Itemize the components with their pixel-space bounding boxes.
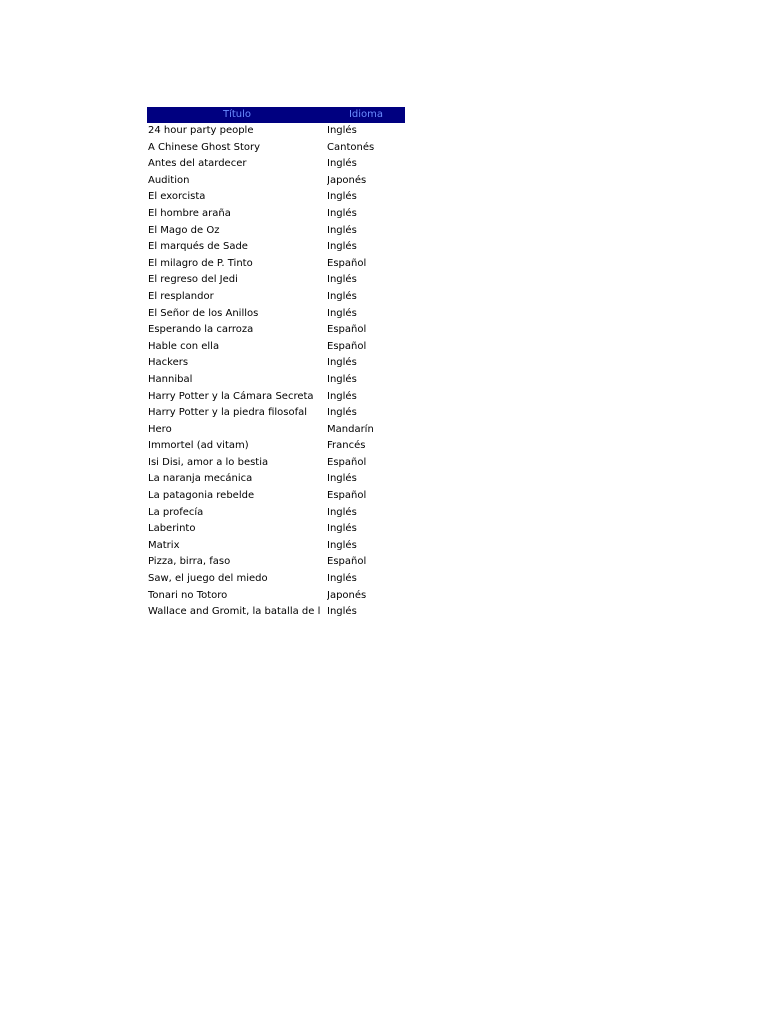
cell-title: Harry Potter y la Cámara Secreta [148, 390, 314, 402]
cell-title: La profecía [148, 506, 204, 518]
cell-language: Inglés [327, 158, 357, 170]
cell-language: Inglés [327, 191, 357, 203]
cell-title: Hannibal [148, 373, 193, 385]
cell-language: Inglés [327, 407, 357, 419]
cell-language: Inglés [327, 523, 357, 535]
table-row [147, 156, 405, 173]
cell-language: Inglés [327, 207, 357, 219]
cell-language: Inglés [327, 573, 357, 585]
table-row [147, 206, 405, 223]
cell-language: Inglés [327, 241, 357, 253]
cell-language: Inglés [327, 506, 357, 518]
cell-language: Cantonés [327, 141, 375, 153]
cell-title: Harry Potter y la piedra filosofal [148, 407, 308, 419]
cell-title: Saw, el juego del miedo [148, 573, 268, 585]
cell-language: Español [327, 257, 367, 269]
cell-language: Inglés [327, 290, 357, 302]
cell-title: Hable con ella [148, 340, 220, 352]
table-row [147, 588, 405, 605]
table-row [147, 554, 405, 571]
cell-title: Wallace and Gromit, la batalla de l [148, 606, 321, 618]
cell-title: A Chinese Ghost Story [148, 141, 261, 153]
cell-title: La naranja mecánica [148, 473, 253, 485]
cell-language: Inglés [327, 473, 357, 485]
table-row [147, 306, 405, 323]
table-row [147, 422, 405, 439]
table-row [147, 123, 405, 140]
cell-language: Inglés [327, 125, 357, 136]
table-row [147, 521, 405, 538]
table-row [147, 538, 405, 555]
column-header-title: Título [222, 109, 252, 120]
table-row [147, 173, 405, 190]
table-row [147, 471, 405, 488]
table-row [147, 339, 405, 356]
cell-title: Matrix [148, 539, 180, 551]
table-row [147, 372, 405, 389]
cell-title: El Señor de los Anillos [148, 307, 259, 319]
cell-language: Inglés [327, 390, 357, 402]
column-header-language: Idioma [348, 109, 384, 120]
cell-title: El regreso del Jedi [148, 274, 238, 286]
cell-title: Pizza, birra, faso [148, 556, 231, 568]
cell-language: Inglés [327, 539, 357, 551]
table-row [147, 355, 405, 372]
cell-title: Tonari no Totoro [148, 589, 228, 601]
table-row [147, 438, 405, 455]
cell-title: Hackers [148, 357, 189, 369]
movie-table [147, 107, 405, 621]
cell-language: Japonés [327, 589, 367, 601]
cell-title: 24 hour party people [148, 125, 254, 136]
table-row [147, 140, 405, 157]
table-row [147, 505, 405, 522]
cell-language: Mandarín [327, 423, 374, 435]
cell-title: El milagro de P. Tinto [148, 257, 253, 269]
cell-title: El marqués de Sade [148, 241, 248, 253]
cell-language: Japonés [327, 174, 367, 186]
cell-language: Español [327, 324, 367, 336]
cell-language: Español [327, 340, 367, 352]
cell-language: Inglés [327, 357, 357, 369]
cell-title: Antes del atardecer [148, 158, 247, 170]
cell-title: La patagonia rebelde [148, 490, 255, 502]
cell-language: Francés [327, 440, 366, 452]
table-row [147, 604, 405, 621]
cell-title: El resplandor [148, 290, 214, 302]
cell-title: Esperando la carroza [148, 324, 254, 336]
cell-language: Español [327, 556, 367, 568]
table-row [147, 189, 405, 206]
cell-language: Inglés [327, 606, 357, 618]
table-row [147, 488, 405, 505]
cell-title: Laberinto [148, 523, 196, 535]
table-row [147, 389, 405, 406]
cell-language: Inglés [327, 274, 357, 286]
cell-title: Isi Disi, amor a lo bestia [148, 456, 269, 468]
cell-title: Immortel (ad vitam) [148, 440, 249, 452]
cell-language: Español [327, 490, 367, 502]
cell-language: Inglés [327, 373, 357, 385]
table-body [147, 123, 405, 621]
table-row [147, 223, 405, 240]
cell-title: Audition [148, 174, 190, 186]
cell-language: Español [327, 456, 367, 468]
cell-title: El exorcista [148, 191, 206, 203]
table-row [147, 239, 405, 256]
table-row [147, 256, 405, 273]
table-row [147, 289, 405, 306]
cell-title: El hombre araña [148, 207, 231, 219]
cell-title: El Mago de Oz [148, 224, 220, 236]
table-row [147, 322, 405, 339]
cell-language: Inglés [327, 224, 357, 236]
table-header [147, 107, 405, 123]
table-row [147, 405, 405, 422]
cell-language: Inglés [327, 307, 357, 319]
cell-title: Hero [148, 423, 172, 435]
table-row [147, 571, 405, 588]
table-row [147, 455, 405, 472]
table-row [147, 272, 405, 289]
